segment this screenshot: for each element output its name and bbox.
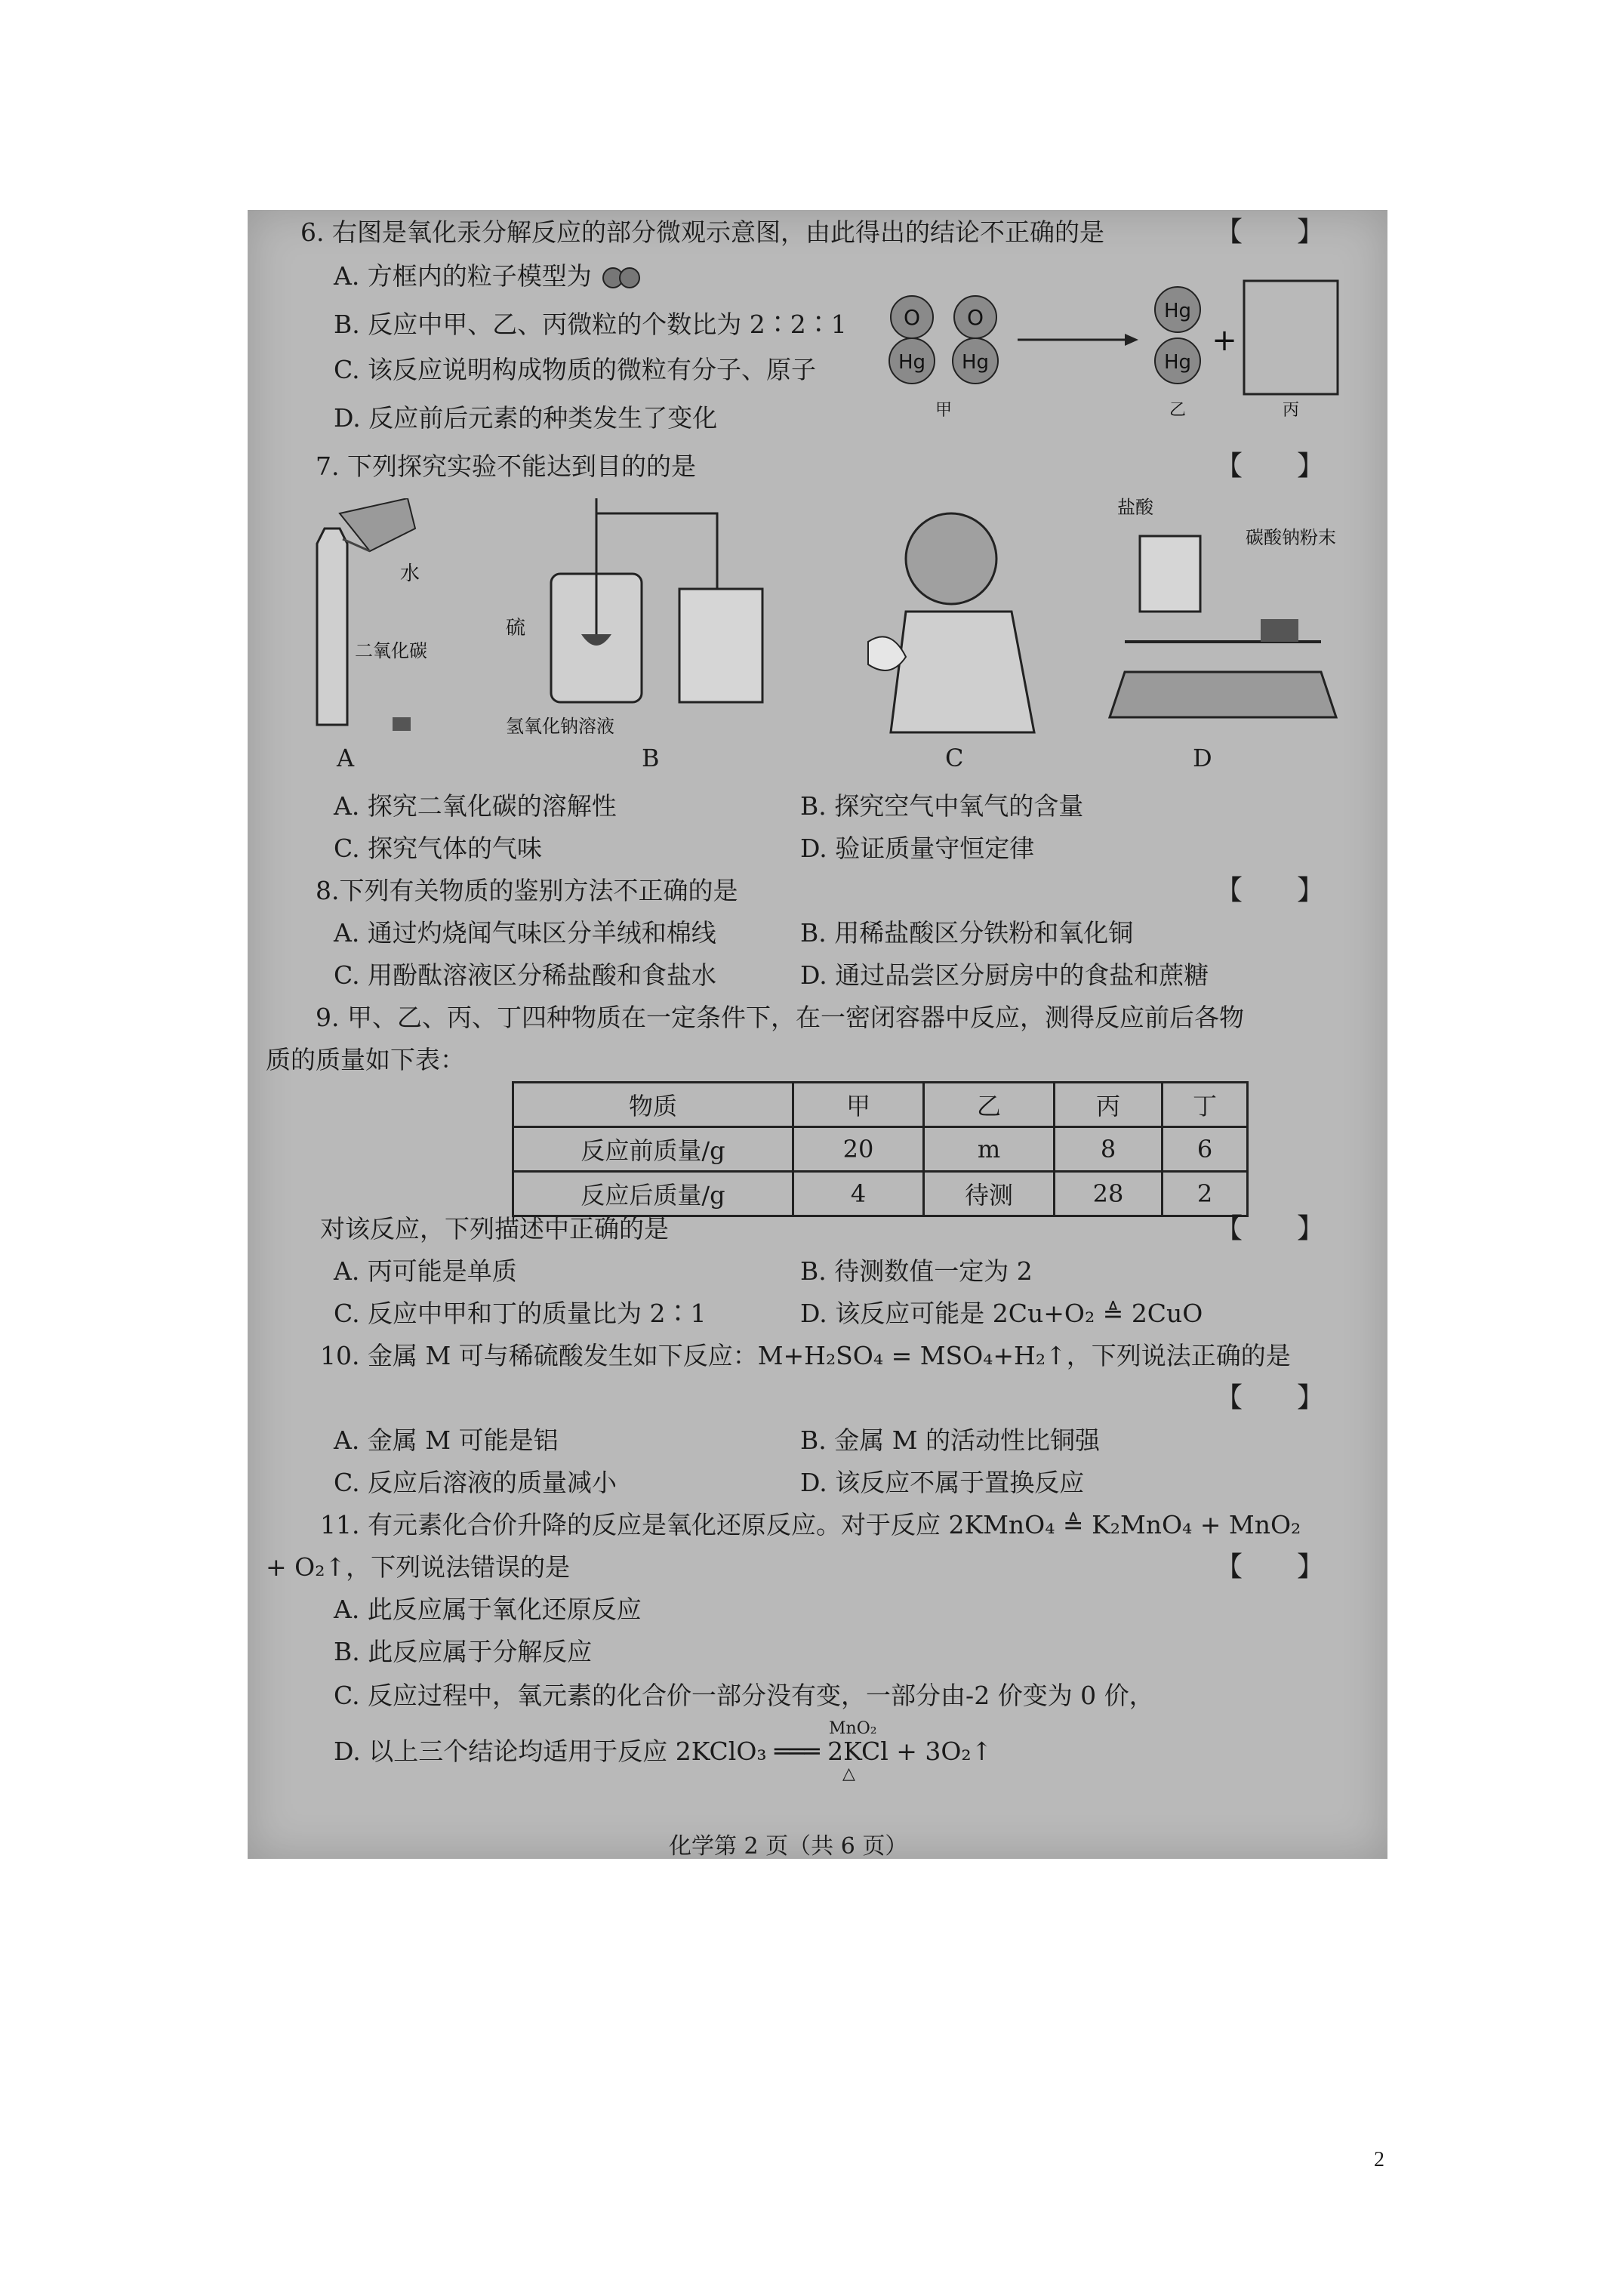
molecule-jia-2 bbox=[953, 296, 998, 384]
student-body bbox=[891, 612, 1034, 732]
q11-option-d: D. 以上三个结论均适用于反应 2KClO₃ ═══ 2KCl + 3O₂↑ bbox=[334, 1737, 993, 1766]
table-cell: 待测 bbox=[924, 1172, 1055, 1216]
q8-stem: 8.下列有关物质的鉴别方法不正确的是 bbox=[316, 876, 738, 905]
experiment-d-figure bbox=[1095, 491, 1351, 740]
fig-letter-b: B bbox=[642, 744, 660, 772]
atom-o-label: O bbox=[966, 305, 984, 330]
table-cell: 4 bbox=[793, 1172, 924, 1216]
experiment-c-figure bbox=[838, 491, 1087, 740]
label-yi: 乙 bbox=[1169, 401, 1187, 420]
page-footer: 化学第 2 页（共 6 页） bbox=[669, 1833, 908, 1860]
particle-model-icon bbox=[599, 266, 645, 290]
q6-option-b: B. 反应中甲、乙、丙微粒的个数比为 2∶2∶1 bbox=[334, 310, 847, 339]
q9-stem-line2: 质的质量如下表： bbox=[266, 1045, 465, 1074]
label-naoh: 氢氧化钠溶液 bbox=[506, 716, 614, 737]
q7-option-c: C. 探究气体的气味 bbox=[334, 834, 543, 863]
plastic-bottle bbox=[317, 529, 347, 725]
plus-sign: + bbox=[1212, 323, 1237, 358]
q8-option-d: D. 通过品尝区分厨房中的食盐和蔗糖 bbox=[800, 960, 1209, 990]
fig-letter-a: A bbox=[337, 744, 355, 772]
table-cell: 乙 bbox=[924, 1083, 1055, 1127]
weights bbox=[1261, 619, 1298, 642]
q10-option-d: D. 该反应不属于置换反应 bbox=[800, 1468, 1085, 1497]
q9-option-b: B. 待测数值一定为 2 bbox=[800, 1256, 1033, 1286]
q7-option-d: D. 验证质量守恒定律 bbox=[800, 834, 1035, 863]
fig-letter-c: C bbox=[945, 744, 964, 772]
molecule-jia-1 bbox=[889, 296, 935, 384]
atom-hg-label: Hg bbox=[898, 351, 926, 374]
q7-answer-bracket: 【 】 bbox=[1215, 451, 1325, 482]
q8-answer-bracket: 【 】 bbox=[1215, 875, 1325, 906]
label-hcl: 盐酸 bbox=[1117, 497, 1153, 518]
q6-answer-bracket: 【 】 bbox=[1215, 217, 1325, 248]
atom-group-yi bbox=[1155, 287, 1200, 384]
table-cell: 2 bbox=[1163, 1172, 1248, 1216]
q10-answer-bracket: 【 】 bbox=[1215, 1382, 1325, 1413]
q11-heat-symbol: △ bbox=[842, 1764, 855, 1783]
table-row bbox=[513, 1127, 1248, 1172]
reaction-arrowhead bbox=[1125, 334, 1138, 346]
bottle-cap bbox=[393, 717, 411, 731]
table-cell: 丙 bbox=[1055, 1083, 1163, 1127]
atom-hg-label: Hg bbox=[1163, 300, 1192, 322]
q6-option-a bbox=[334, 261, 645, 291]
table-row bbox=[513, 1172, 1248, 1216]
q8-option-c: C. 用酚酞溶液区分稀盐酸和食盐水 bbox=[334, 960, 717, 990]
label-jia: 甲 bbox=[935, 401, 953, 420]
student-head bbox=[906, 513, 996, 604]
q10-stem: 10. 金属 M 可与稀硫酸发生如下反应：M+H₂SO₄ = MSO₄+H₂↑，下列说法正确的是 bbox=[320, 1341, 1291, 1370]
q6-stem: 6. 右图是氧化汞分解反应的部分微观示意图，由此得出的结论不正确的是 bbox=[300, 217, 1104, 247]
q11-answer-bracket: 【 】 bbox=[1215, 1552, 1325, 1583]
q9-answer-bracket: 【 】 bbox=[1215, 1213, 1325, 1244]
q7-stem: 7. 下列探究实验不能达到目的的是 bbox=[316, 451, 696, 481]
table-cell: 28 bbox=[1055, 1172, 1163, 1216]
table-cell: 物质 bbox=[513, 1083, 793, 1127]
table-cell: 6 bbox=[1163, 1127, 1248, 1172]
table-cell: 丁 bbox=[1163, 1083, 1248, 1127]
atom-o-label: O bbox=[903, 305, 921, 330]
label-co2: 二氧化碳 bbox=[355, 640, 427, 661]
table-header-row bbox=[513, 1083, 1248, 1127]
q8-option-a: A. 通过灼烧闻气味区分羊绒和棉线 bbox=[334, 918, 716, 948]
q10-option-a: A. 金属 M 可能是铝 bbox=[334, 1425, 559, 1455]
answer-box bbox=[1244, 281, 1338, 394]
balance-base bbox=[1110, 672, 1336, 717]
q6-option-c: C. 该反应说明构成物质的微粒有分子、原子 bbox=[334, 355, 817, 384]
q6-option-d: D. 反应前后元素的种类发生了变化 bbox=[334, 403, 718, 433]
q10-option-b: B. 金属 M 的活动性比铜强 bbox=[800, 1425, 1100, 1455]
table-cell: 20 bbox=[793, 1127, 924, 1172]
q11-catalyst-label: MnO₂ bbox=[829, 1719, 877, 1738]
atom-hg-label: Hg bbox=[961, 351, 990, 374]
table-cell: m bbox=[924, 1127, 1055, 1172]
experiment-a-figure bbox=[287, 498, 468, 755]
q9-prompt: 对该反应，下列描述中正确的是 bbox=[320, 1214, 669, 1244]
beaker-water bbox=[679, 589, 762, 702]
q7-option-a: A. 探究二氧化碳的溶解性 bbox=[334, 791, 617, 821]
q9-option-c: C. 反应中甲和丁的质量比为 2∶1 bbox=[334, 1299, 707, 1328]
label-sulfur: 硫 bbox=[506, 617, 526, 639]
q11-option-b: B. 此反应属于分解反应 bbox=[334, 1637, 593, 1666]
experiment-b-figure bbox=[498, 483, 815, 740]
q9-option-a: A. 丙可能是单质 bbox=[334, 1256, 517, 1286]
mercury-oxide-decomposition-diagram bbox=[876, 272, 1344, 423]
q10-option-c: C. 反应后溶液的质量减小 bbox=[334, 1468, 617, 1497]
q9-mass-table bbox=[512, 1081, 1249, 1217]
table-cell: 反应后质量/g bbox=[513, 1172, 793, 1216]
label-bing: 丙 bbox=[1282, 401, 1300, 420]
atom-hg-label: Hg bbox=[1163, 351, 1192, 374]
fig-letter-d: D bbox=[1193, 744, 1212, 772]
table-cell: 甲 bbox=[793, 1083, 924, 1127]
q8-option-b: B. 用稀盐酸区分铁粉和氧化铜 bbox=[800, 918, 1134, 948]
label-water: 水 bbox=[400, 562, 420, 585]
q11-option-a: A. 此反应属于氧化还原反应 bbox=[334, 1595, 642, 1624]
q9-option-d: D. 该反应可能是 2Cu+O₂ ≜ 2CuO bbox=[800, 1299, 1203, 1328]
q11-stem-line1: 11. 有元素化合价升降的反应是氧化还原反应。对于反应 2KMnO₄ ≜ K₂MnO₄ + MnO₂ bbox=[320, 1510, 1301, 1539]
q9-stem-line1: 9. 甲、乙、丙、丁四种物质在一定条件下，在一密闭容器中反应，测得反应前后各物 bbox=[316, 1003, 1244, 1032]
table-cell: 反应前质量/g bbox=[513, 1127, 793, 1172]
reaction-beaker bbox=[1140, 536, 1200, 612]
q11-stem-line2: + O₂↑，下列说法错误的是 bbox=[266, 1552, 571, 1582]
label-na2co3: 碳酸钠粉末 bbox=[1246, 527, 1336, 548]
q6-option-a-text: A. 方框内的粒子模型为 bbox=[334, 261, 592, 291]
q11-option-c: C. 反应过程中，氧元素的化合价一部分没有变，一部分由-2 价变为 0 价， bbox=[334, 1681, 1154, 1710]
page-number: 2 bbox=[1374, 2148, 1384, 2171]
q7-option-b: B. 探究空气中氧气的含量 bbox=[800, 791, 1084, 821]
table-cell: 8 bbox=[1055, 1127, 1163, 1172]
